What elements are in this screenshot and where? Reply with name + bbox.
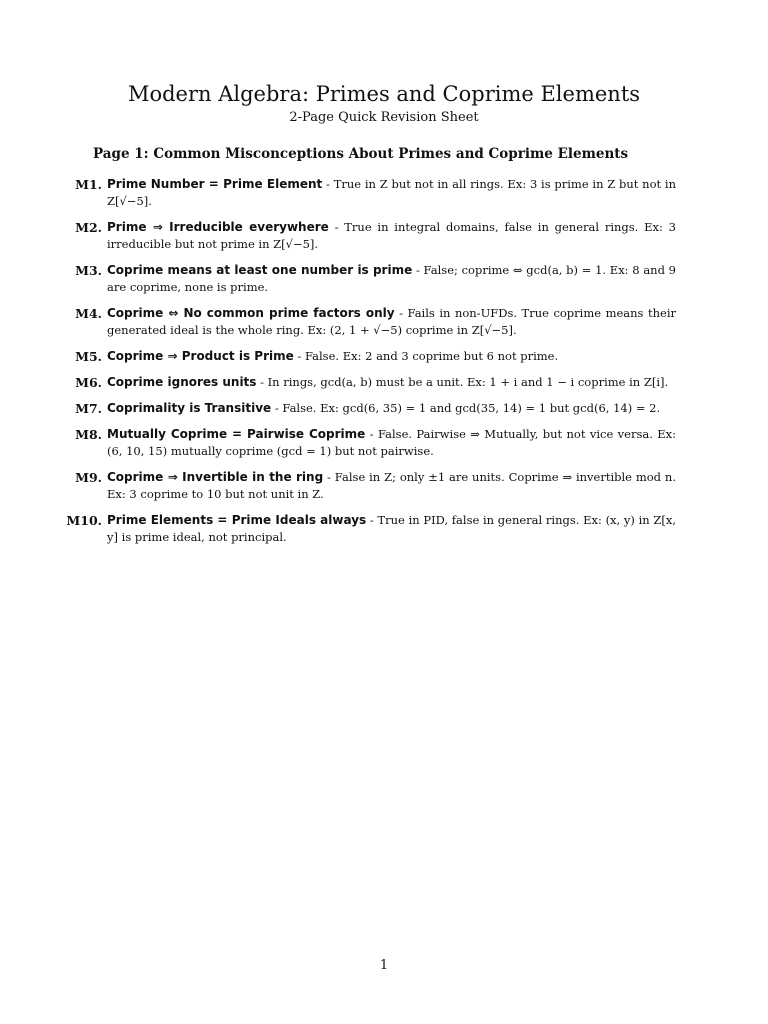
list-item xyxy=(64,400,676,417)
item-detail: - True in Z but not in all rings. Ex: 3 is prime in Z but not in Z[√−5]. xyxy=(107,177,676,208)
item-number: M4. xyxy=(75,306,102,321)
item-number: M3. xyxy=(75,263,102,278)
list-item xyxy=(64,176,676,210)
item-number: M6. xyxy=(75,375,102,390)
item-claim: Coprime ⇔ No common prime factors only xyxy=(107,306,395,320)
list-item xyxy=(64,219,676,253)
list-item xyxy=(64,469,676,503)
item-number: M1. xyxy=(75,177,102,192)
item-claim: Coprimality is Transitive xyxy=(107,401,272,415)
item-detail: - False. Ex: gcd(6, 35) = 1 and gcd(35, 14) = 1 but gcd(6, 14) = 2. xyxy=(271,401,661,415)
page-subtitle: 2-Page Quick Revision Sheet xyxy=(289,110,479,125)
item-detail: - Fails in non-UFDs. True coprime means their generated ideal is the whole ring. Ex: (2, 1 + √−5) coprime in Z[√−5]. xyxy=(107,306,676,337)
item-claim: Prime Elements = Prime Ideals always xyxy=(107,513,367,527)
list-item xyxy=(64,426,676,460)
item-number: M5. xyxy=(75,349,102,364)
list-item xyxy=(64,374,676,391)
item-number: M9. xyxy=(75,470,102,485)
item-detail: - True in integral domains, false in general rings. Ex: 3 irreducible but not prime in Z[√−5]. xyxy=(107,220,676,251)
list-item xyxy=(64,262,676,296)
item-claim: Prime Number = Prime Element xyxy=(107,177,323,191)
item-claim: Mutually Coprime = Pairwise Coprime xyxy=(107,427,366,441)
item-detail: - False in Z; only ±1 are units. Coprime ⇒ invertible mod n. Ex: 3 coprime to 10 but not unit in Z. xyxy=(107,470,676,501)
item-detail: - True in PID, false in general rings. Ex: (x, y) in Z[x, y] is prime ideal, not principal. xyxy=(107,513,676,544)
item-claim: Coprime ⇒ Invertible in the ring xyxy=(107,470,324,484)
item-detail: - In rings, gcd(a, b) must be a unit. Ex: 1 + i and 1 − i coprime in Z[i]. xyxy=(256,375,669,389)
item-claim: Coprime ignores units xyxy=(107,375,257,389)
misconception-list xyxy=(64,176,676,555)
item-number: M7. xyxy=(75,401,102,416)
section-heading: Page 1: Common Misconceptions About Primes and Coprime Elements xyxy=(93,146,629,162)
page-title: Modern Algebra: Primes and Coprime Elements xyxy=(127,82,641,106)
page-number: 1 xyxy=(379,958,389,973)
item-number: M8. xyxy=(75,427,102,442)
item-detail: - False. Ex: 2 and 3 coprime but 6 not prime. xyxy=(293,349,559,363)
list-item xyxy=(64,305,676,339)
item-number: M2. xyxy=(75,220,102,235)
item-detail: - False. Pairwise ⇒ Mutually, but not vice versa. Ex: (6, 10, 15) mutually coprime (gcd = 1) but not pairwise. xyxy=(107,427,676,458)
item-detail: - False; coprime ⇔ gcd(a, b) = 1. Ex: 8 and 9 are coprime, none is prime. xyxy=(107,263,676,294)
item-claim: Coprime ⇒ Product is Prime xyxy=(107,349,294,363)
item-claim: Coprime means at least one number is prime xyxy=(107,263,413,277)
list-item xyxy=(64,348,676,365)
item-claim: Prime ⇒ Irreducible everywhere xyxy=(107,220,329,234)
item-number: M10. xyxy=(66,513,102,528)
list-item xyxy=(64,512,676,546)
